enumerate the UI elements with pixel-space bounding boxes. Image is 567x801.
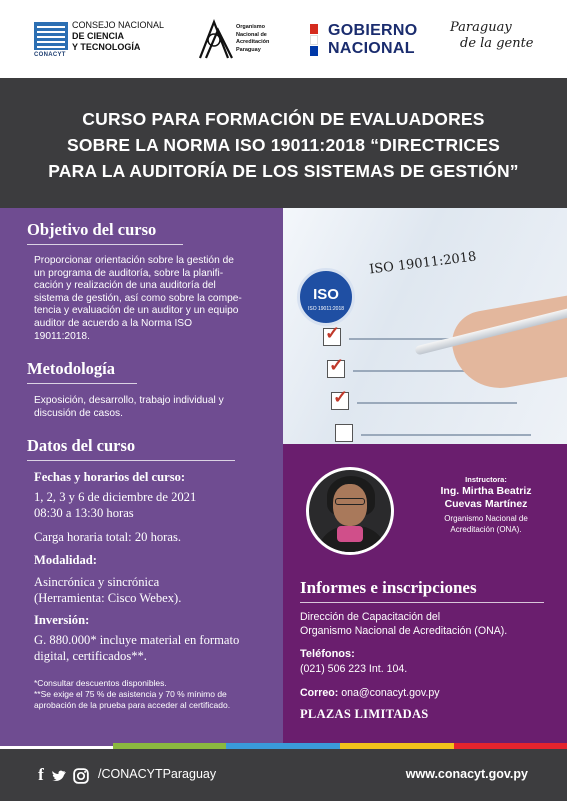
objetivo-heading: Objetivo del curso <box>27 220 157 239</box>
iso-seal-icon: ISO ISO 19011:2018 <box>297 268 355 326</box>
carga-horaria: Carga horaria total: 20 horas. <box>34 530 181 544</box>
gobierno-nacional-text: GOBIERNO NACIONAL <box>328 22 418 57</box>
objetivo-divider <box>27 244 183 245</box>
conacyt-name: CONSEJO NACIONAL DE CIENCIA Y TECNOLOGÍA <box>72 20 165 52</box>
metodologia-divider <box>27 383 137 384</box>
gobierno-nacional-logo <box>310 22 438 60</box>
social-handle[interactable]: /CONACYTParaguay <box>98 767 217 781</box>
datos-heading: Datos del curso <box>27 436 136 455</box>
course-details-column <box>0 208 283 746</box>
correo-line <box>300 686 555 700</box>
course-title: CURSO PARA FORMACIÓN DE EVALUADORES SOBRE LA NORMA ISO 19011:2018 “DIRECTRICES PARA LA AUDITORÍA DE LOS SISTEMAS DE GESTIÓN” <box>48 109 519 181</box>
conacyt-mark-icon <box>34 22 68 50</box>
iso-caption: ISO 19011:2018 <box>368 249 478 278</box>
instructor-label: Instructora: <box>465 475 507 484</box>
fechas-value: 1, 2, 3 y 6 de diciembre de 2021 08:30 a 13:30 horas <box>34 490 197 520</box>
paraguay-de-la-gente-logo: Paraguay de la gente <box>450 20 534 51</box>
inversion-label: Inversión: <box>34 613 90 627</box>
ona-mark-icon <box>196 18 236 62</box>
inversion-value: G. 880.000* incluye material en formato digital, certificados**. <box>34 633 240 663</box>
instructor-name: Ing. Mirtha Beatriz Cuevas Martínez <box>440 485 532 510</box>
footer <box>0 749 567 801</box>
metodologia-text: Exposición, desarrollo, trabajo individual y discusión de casos. <box>34 395 224 419</box>
instructor-organization: Organismo Nacional de Acreditación (ONA). <box>444 514 528 534</box>
instructor-avatar <box>306 467 394 555</box>
website-link[interactable]: www.conacyt.gov.py <box>405 767 528 781</box>
modalidad-label: Modalidad: <box>34 553 97 567</box>
correo-value[interactable]: ona@conacyt.gov.py <box>341 687 440 699</box>
ona-name: Organismo Nacional de Acreditación Paraguay <box>236 24 270 53</box>
iso-checklist-photo: ISO ISO 19011:2018 ISO 19011:2018 ✓ ✓ ✓ <box>283 208 567 444</box>
informes-heading: Informes e inscripciones <box>300 578 477 597</box>
telefonos-value: (021) 506 223 Int. 104. <box>300 663 408 675</box>
ona-logo <box>196 18 300 64</box>
twitter-icon[interactable] <box>51 767 67 785</box>
conacyt-acronym: CONACYT <box>34 52 66 58</box>
header <box>0 0 567 78</box>
telefonos-label: Teléfonos: <box>300 648 355 660</box>
modalidad-value: Asincrónica y sincrónica (Herramienta: Cisco Webex). <box>34 575 182 605</box>
paraguay-flag-icon <box>310 24 318 56</box>
fechas-label: Fechas y horarios del curso: <box>34 470 186 484</box>
conacyt-logo <box>34 20 184 62</box>
footnotes: *Consultar descuentos disponibles. **Se exige el 75 % de asistencia y 70 % mínimo de aprobación de la prueba para acceder al certificado. <box>34 678 231 710</box>
correo-label: Correo: <box>300 687 339 699</box>
title-band <box>0 78 567 208</box>
instructor-and-contact-block <box>283 444 567 746</box>
objetivo-text: Proporcionar orientación sobre la gestión de un programa de auditoría, sobre la planifi- cación y realización de una auditoría del sistema de gestión, así como sobre la compe- tencia y evaluación de un auditor y un equipo auditor de acuerdo a la Norma ISO 19011:2018. <box>34 255 242 342</box>
instructor-info <box>413 474 559 535</box>
instagram-icon[interactable] <box>73 767 89 785</box>
plazas-limitadas: PLAZAS LIMITADAS <box>300 707 429 721</box>
informes-divider <box>300 602 544 603</box>
datos-divider <box>27 460 235 461</box>
informes-address: Dirección de Capacitación del Organismo Nacional de Acreditación (ONA). <box>300 611 508 637</box>
metodologia-heading: Metodología <box>27 359 115 378</box>
facebook-icon[interactable]: f <box>38 765 44 784</box>
